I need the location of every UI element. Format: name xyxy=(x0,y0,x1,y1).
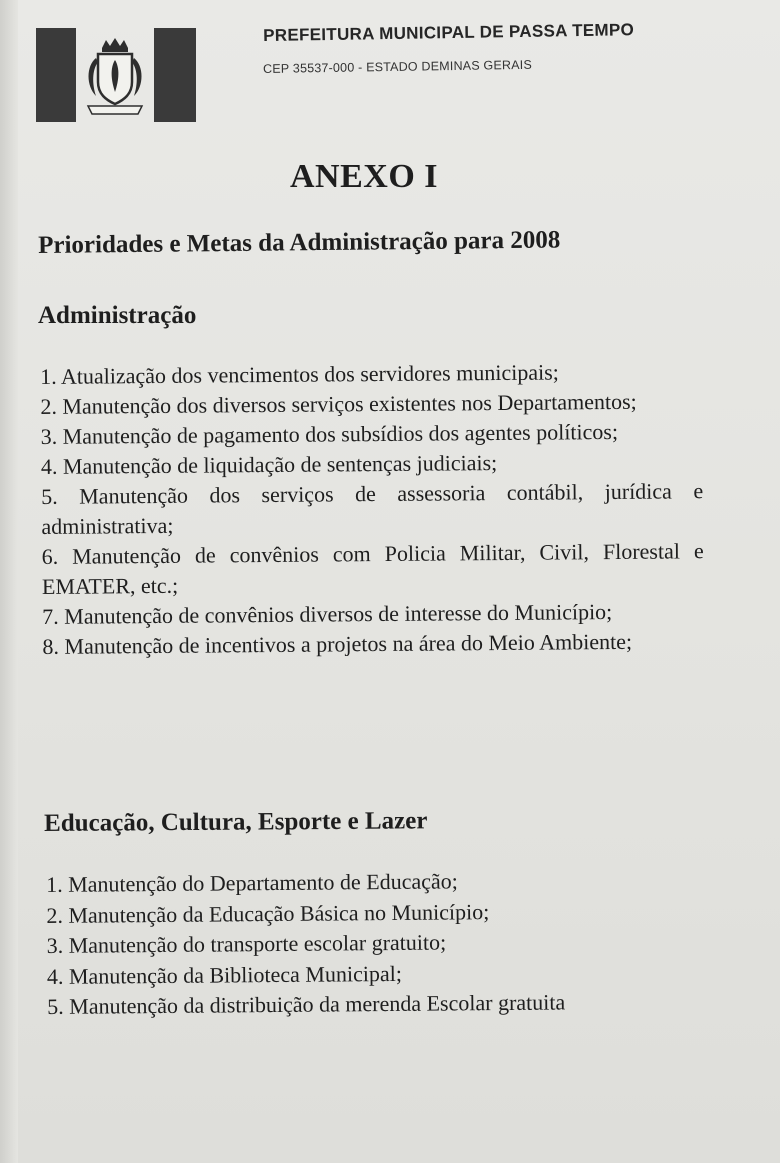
list-item: 8. Manutenção de incentivos a projetos na área do Meio Ambiente; xyxy=(42,628,633,659)
list-item: 2. Manutenção dos diversos serviços existentes nos Departamentos; xyxy=(40,388,637,419)
list-item: 1. Manutenção do Departamento de Educação; xyxy=(46,868,458,897)
letterhead-crest xyxy=(36,28,198,124)
list-item: 4. Manutenção de liquidação de sentenças judiciais; xyxy=(40,450,498,479)
administracao-list xyxy=(40,356,705,662)
list-item: 5. Manutenção dos serviços de assessoria contábil, jurídica e administrativa; xyxy=(41,478,704,539)
letterhead-title: PREFEITURA MUNICIPAL DE PASSA TEMPO xyxy=(263,20,635,45)
letterhead-bar-right xyxy=(154,28,196,122)
document-heading: ANEXO I xyxy=(290,158,439,195)
section-title-educacao: Educação, Cultura, Esporte e Lazer xyxy=(44,807,428,837)
list-item: 4. Manutenção da Biblioteca Municipal; xyxy=(46,960,402,989)
list-item: 1. Atualização dos vencimentos dos servidores municipais; xyxy=(40,359,559,389)
section-title-administracao: Administração xyxy=(38,302,197,329)
letterhead-text xyxy=(263,20,635,76)
municipal-coat-of-arms-icon xyxy=(80,34,150,126)
document-subtitle: Prioridades e Metas da Administração para 2008 xyxy=(38,226,561,259)
list-item: 2. Manutenção da Educação Básica no Município; xyxy=(46,898,490,928)
list-item: 7. Manutenção de convênios diversos de interesse do Município; xyxy=(42,599,613,629)
paper-edge-shadow xyxy=(0,0,18,1163)
list-item: 5. Manutenção da distribuição da merenda Escolar gratuita xyxy=(47,989,566,1019)
letterhead-subtitle: CEP 35537-000 - ESTADO DEMINAS GERAIS xyxy=(263,57,533,76)
list-item: 3. Manutenção de pagamento dos subsídios dos agentes políticos; xyxy=(40,418,619,449)
educacao-list xyxy=(46,864,687,1022)
list-item: 6. Manutenção de convênios com Policia Militar, Civil, Florestal e EMATER, etc.; xyxy=(41,538,704,599)
list-item: 3. Manutenção do transporte escolar gratuito; xyxy=(46,929,447,958)
letterhead-bar-left xyxy=(36,28,76,122)
